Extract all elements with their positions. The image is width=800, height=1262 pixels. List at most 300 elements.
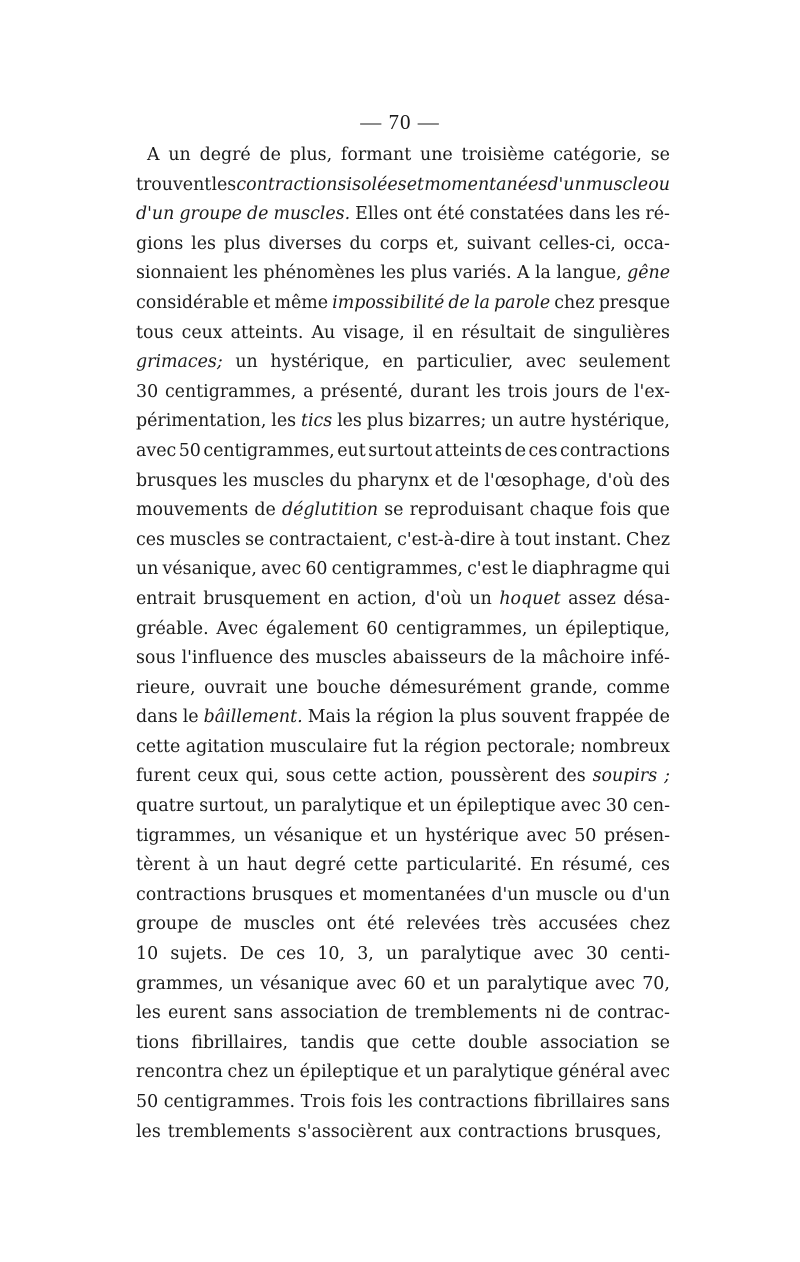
word: contractions [418, 1092, 529, 1112]
text-line [136, 1058, 670, 1088]
word: particulier, [416, 352, 514, 373]
word: les [211, 174, 237, 195]
word: avec [525, 352, 567, 373]
word: hystérique [425, 825, 519, 846]
word: suivant [466, 233, 531, 254]
word: un [168, 145, 191, 165]
word: qui, [245, 766, 279, 787]
word: ces [276, 944, 306, 965]
word: durant [410, 381, 470, 402]
word: d'un [631, 884, 670, 905]
word: dans [136, 707, 178, 728]
word: ouvrait [204, 677, 267, 698]
word: troisième [461, 145, 545, 165]
word: il [412, 322, 424, 343]
word: autre [518, 411, 566, 432]
text-line [136, 910, 670, 940]
word: trouvent [136, 174, 212, 195]
word: centigrammes, [396, 618, 528, 639]
word: la [438, 707, 455, 728]
word: de [210, 914, 232, 935]
word: de [504, 440, 527, 461]
word: été [366, 914, 395, 935]
word: avec [356, 973, 397, 994]
word: centigrammes, [164, 381, 297, 402]
word: fois [350, 1092, 383, 1112]
word: variés. [452, 263, 512, 284]
word: grammes, [136, 973, 224, 994]
word: De [239, 944, 265, 965]
text-line [136, 289, 670, 319]
word: 30 [585, 944, 609, 965]
word: seulement [578, 352, 670, 373]
word: de [259, 145, 281, 165]
word: a [303, 381, 314, 402]
word: démesurément [389, 677, 522, 698]
word: poussèrent [450, 766, 549, 787]
word: c'est-à-dire [397, 529, 496, 550]
word: tèrent [136, 855, 191, 876]
word: 10, [317, 944, 346, 965]
word: haut [246, 855, 287, 876]
text-line [136, 822, 670, 852]
word: sous [136, 648, 176, 669]
word: des [279, 648, 310, 669]
word: région [424, 736, 482, 757]
word: un [429, 796, 452, 817]
word: rencontra [136, 1062, 223, 1083]
text-line [136, 259, 670, 289]
word: en [327, 588, 350, 609]
word: cette [136, 736, 181, 757]
word: presque [598, 292, 670, 313]
word: Elles [355, 204, 399, 225]
word: un [243, 825, 267, 846]
word: fut [372, 736, 398, 757]
word: double [467, 1032, 528, 1053]
word: les [380, 263, 406, 284]
word: avec [560, 796, 601, 817]
text-line [136, 437, 670, 467]
word: un [235, 352, 258, 373]
word: des [639, 470, 670, 491]
word: se [650, 145, 670, 165]
word: gêne [627, 263, 670, 284]
text-line [136, 348, 670, 378]
word: paralytique [486, 973, 588, 994]
word: instant. [554, 529, 622, 550]
word: paralytique [301, 796, 402, 817]
word: Chez [626, 529, 670, 550]
word: bâillement. [203, 707, 303, 728]
word: avec [533, 944, 574, 965]
word: association [539, 1032, 639, 1053]
word: fibrillaires, [191, 1032, 289, 1053]
word: qui [642, 559, 670, 580]
word: l'ex- [633, 381, 670, 402]
word: brusquement [203, 588, 321, 609]
text-line [136, 881, 670, 911]
word: surtout [368, 440, 433, 461]
word: d'un [547, 174, 586, 195]
word: et [370, 825, 388, 846]
word: paralytique [452, 1062, 554, 1083]
word: d'où [424, 588, 462, 609]
text-line [136, 407, 670, 437]
word: d'un [136, 204, 175, 225]
word: un [230, 973, 254, 994]
word: agitation [185, 736, 265, 757]
word: formant [340, 145, 412, 165]
word: à [499, 529, 511, 550]
word: reproduisant [409, 500, 524, 521]
word: quatre [136, 796, 195, 817]
word: pectorale; [486, 736, 576, 757]
word: les [615, 204, 641, 225]
text-line [136, 585, 670, 615]
word: nombreux [581, 736, 670, 757]
word: mouvements [136, 500, 249, 521]
word: un [425, 1062, 448, 1083]
word: Mais [307, 707, 351, 728]
word: hoquet [499, 588, 561, 609]
word: constatées [469, 204, 564, 225]
word: la [355, 707, 372, 728]
word: corps [379, 233, 429, 254]
word: centigrammes, [203, 440, 335, 461]
word: en [431, 322, 454, 343]
word: la [402, 736, 419, 757]
word: mâchoire [542, 648, 625, 669]
word: des [555, 766, 586, 787]
word: contractions [136, 884, 246, 905]
word: et [432, 973, 451, 994]
word: et [403, 1062, 421, 1083]
word: 10 [136, 944, 159, 965]
word: A [517, 263, 530, 284]
text-line [136, 378, 670, 408]
word: et [253, 292, 271, 313]
word: catégorie, [553, 145, 642, 165]
word: degré [199, 145, 251, 165]
word: les [222, 470, 248, 491]
word: un [386, 944, 409, 965]
word: le [511, 559, 528, 580]
word: plus [366, 411, 404, 432]
word: rieure, [136, 677, 196, 698]
text-line [136, 496, 670, 526]
word: momentanées [362, 884, 486, 905]
word: la [473, 292, 490, 313]
word: paralytique [420, 944, 522, 965]
word: été [436, 204, 465, 225]
word: ont [403, 204, 432, 225]
word: grande, [529, 677, 598, 698]
word: plus [223, 233, 261, 254]
word: tout [514, 529, 551, 550]
word: ni [544, 1003, 562, 1024]
word: avec [594, 973, 636, 994]
word: déglutition [281, 500, 379, 521]
text-line [136, 615, 670, 645]
word: atteints. [230, 322, 304, 343]
word: l'œsophage, [484, 470, 591, 491]
word: musculaire [269, 736, 368, 757]
word: et [434, 470, 452, 491]
word: degré [294, 855, 346, 876]
word: groupe [136, 914, 199, 935]
word: ou [603, 884, 626, 905]
word: muscles [315, 648, 387, 669]
word: sans [233, 1003, 273, 1024]
word: muscles [169, 529, 241, 550]
word: c'est [467, 559, 508, 580]
word: résumé, [561, 855, 633, 876]
word: épileptique, [565, 618, 670, 639]
text-line [136, 703, 670, 733]
word: l'influence [181, 648, 273, 669]
word: ré- [645, 204, 670, 225]
word: sujets. [170, 944, 228, 965]
word: eurent [167, 1003, 227, 1024]
word: une [275, 677, 309, 698]
word: chez [227, 1062, 268, 1083]
word: ou [648, 174, 670, 195]
text-line [136, 171, 670, 201]
word: surtout, [199, 796, 269, 817]
word: gions [136, 233, 184, 254]
word: eut [337, 440, 366, 461]
word: pharynx [357, 470, 430, 491]
text-line [136, 1118, 670, 1148]
word: de [492, 648, 515, 669]
text-line [136, 970, 670, 1000]
word: brusques [136, 470, 218, 491]
word: soupirs [592, 766, 658, 787]
word: ces [528, 440, 558, 461]
word: visage, [343, 322, 405, 343]
word: atteints [434, 440, 503, 461]
word: 60 [403, 973, 426, 994]
word: sans [630, 1092, 670, 1112]
word: de [568, 1003, 590, 1024]
word: momentanées [424, 174, 548, 195]
word: ceux [181, 322, 223, 343]
word: A [147, 145, 160, 165]
word: et, [436, 233, 459, 254]
word: se [245, 529, 265, 550]
word: dans [568, 204, 611, 225]
text-line [136, 230, 670, 260]
text-line [136, 999, 670, 1029]
word: tions [136, 1032, 180, 1053]
word: trois [507, 381, 548, 402]
word: assez [568, 588, 616, 609]
word: contrac- [597, 1003, 670, 1024]
word: accusées [538, 914, 618, 935]
word: gréable. [136, 618, 209, 639]
word: fibrillaires [533, 1092, 625, 1112]
word: vésanique [273, 825, 363, 846]
word: centi- [620, 944, 670, 965]
word: de [457, 470, 479, 491]
word: se [650, 1032, 670, 1053]
word: périmentation, [136, 411, 267, 432]
word: tremblements [414, 1003, 538, 1024]
word: cette [353, 855, 399, 876]
page-number: — 70 — [360, 110, 440, 134]
body-paragraph [136, 141, 670, 1147]
word: grimaces; [136, 352, 223, 373]
text-line [136, 940, 670, 970]
text-line [136, 1088, 670, 1118]
text-line [136, 555, 670, 585]
text-line [136, 644, 670, 674]
word: les [136, 1003, 161, 1024]
word: celles-ci, [538, 233, 616, 254]
word: 50 [178, 440, 201, 461]
word: un [469, 588, 492, 609]
text-line [136, 319, 670, 349]
word: groupe [179, 204, 242, 225]
word: contractions [560, 440, 670, 461]
word: action, [383, 766, 444, 787]
word: désa- [623, 588, 670, 609]
word: un [272, 1062, 296, 1083]
word: de [385, 1003, 408, 1024]
word: région [376, 707, 434, 728]
word: brusques [251, 884, 334, 905]
word: furent [136, 766, 191, 787]
text-line [136, 141, 670, 171]
word: les [136, 1121, 161, 1142]
word: et [406, 174, 425, 195]
word: chez [554, 292, 595, 313]
word: tigrammes, [136, 825, 237, 846]
word: les [337, 411, 362, 432]
word: un [216, 855, 239, 876]
word: avec [526, 825, 567, 846]
word: 50 [136, 1092, 159, 1112]
word: brusques, [574, 1121, 662, 1142]
word: un [491, 411, 514, 432]
word: les [191, 233, 216, 254]
word: la [535, 263, 551, 284]
word: plus [410, 263, 448, 284]
word: muscles [243, 914, 315, 935]
word: 70, [642, 973, 670, 994]
word: très [491, 914, 527, 935]
word: comme [606, 677, 670, 698]
word: plus [459, 707, 497, 728]
word: du [329, 470, 352, 491]
word: s'associèrent [297, 1121, 413, 1142]
text-line [136, 762, 670, 792]
word: une [420, 145, 453, 165]
word: les [233, 263, 258, 284]
word: du [349, 233, 372, 254]
text-line [136, 1029, 670, 1059]
word: hystérique, [270, 352, 370, 373]
word: un [395, 825, 418, 846]
word: chez [629, 914, 670, 935]
word: vésanique, [162, 559, 257, 580]
word: souvent [501, 707, 571, 728]
word: infé- [630, 648, 670, 669]
word: d'un [491, 884, 530, 905]
word: phénomènes [263, 263, 375, 284]
text-line [136, 526, 670, 556]
text-line [136, 733, 670, 763]
word: de [254, 500, 276, 521]
word: d'où [596, 470, 635, 491]
word: tandis [300, 1032, 355, 1053]
word: hystérique, [570, 411, 670, 432]
word: présen- [603, 825, 670, 846]
word: en [382, 352, 404, 373]
word: 50 [574, 825, 597, 846]
word: cen- [632, 796, 670, 817]
word: et [406, 796, 425, 817]
word: occa- [623, 233, 670, 254]
word: un [136, 559, 159, 580]
text-line [136, 200, 670, 230]
word: tremblements [167, 1121, 291, 1142]
word: abaisseurs [392, 648, 487, 669]
word: et [339, 884, 357, 905]
word: général [557, 1062, 626, 1083]
word: muscles [252, 470, 325, 491]
word: muscles. [273, 204, 351, 225]
text-line [136, 467, 670, 497]
word: contractions [457, 1121, 568, 1142]
word: frappée [575, 707, 644, 728]
word: diaphragme [531, 559, 638, 580]
word: fois [599, 500, 632, 521]
word: de [448, 292, 470, 313]
word: un [457, 973, 480, 994]
word: avec [629, 1062, 670, 1083]
word: bouche [316, 677, 381, 698]
word: chaque [529, 500, 594, 521]
word: 30 [136, 381, 159, 402]
word: relevées [406, 914, 481, 935]
word: aux [419, 1121, 451, 1142]
word: ceux [197, 766, 239, 787]
word: centigrammes, [331, 559, 463, 580]
word: cette [411, 1032, 456, 1053]
word: En [530, 855, 554, 876]
word: bizarres; [408, 411, 487, 432]
word: diverses [268, 233, 342, 254]
word: plus, [289, 145, 333, 165]
word: jours [554, 381, 599, 402]
word: de [543, 322, 566, 343]
word: avec [136, 440, 177, 461]
word: particularité. [406, 855, 523, 876]
word: le [182, 707, 199, 728]
word: contractions [236, 174, 347, 195]
word: parole [493, 292, 551, 313]
word: un [535, 618, 558, 639]
word: épileptique [456, 796, 556, 817]
word: ; [664, 766, 670, 787]
word: 60 [366, 618, 389, 639]
word: impossibilité [332, 292, 445, 313]
word: 3, [357, 944, 374, 965]
word: de [246, 204, 269, 225]
word: ces [640, 855, 670, 876]
